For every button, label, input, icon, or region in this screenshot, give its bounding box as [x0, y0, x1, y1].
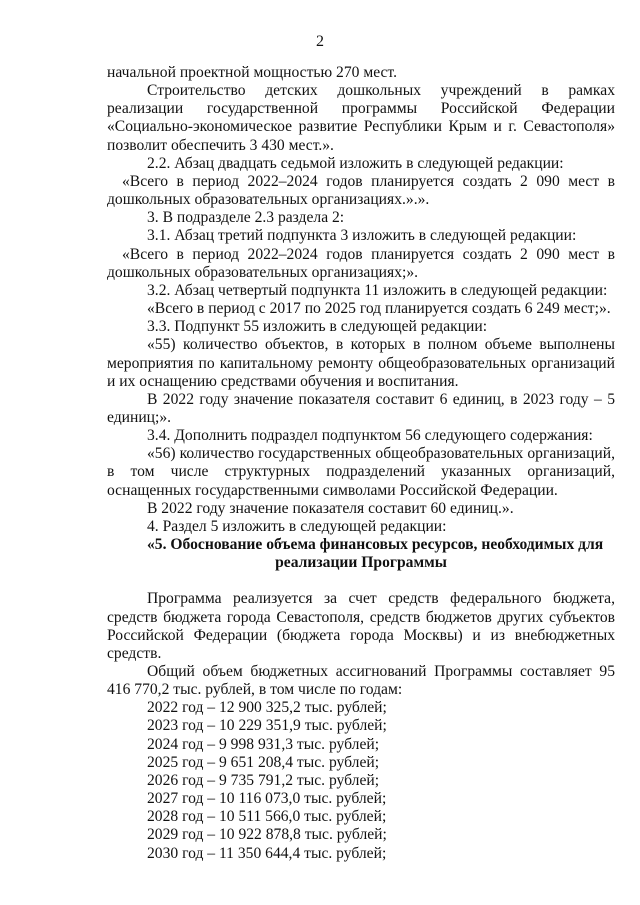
paragraph: Строительство детских дошкольных учреждений в рамках реализации государственной программы Российской Федерации «Социально-экономическое развитие Республики Крым и г. Севастополя» позволит обеспечить 3 430 мест.». [107, 82, 615, 154]
paragraph: «Всего в период 2022–2024 годов планируется создать 2 090 мест в дошкольных образовательных организациях.».». [107, 172, 615, 209]
funding-year-item: 2023 год – 10 229 351,9 тыс. рублей; [147, 717, 387, 735]
paragraph: 4. Раздел 5 изложить в следующей редакции: [147, 517, 447, 535]
paragraphs-after-heading [107, 590, 615, 699]
paragraph: 3.3. Подпункт 55 изложить в следующей редакции: [147, 318, 488, 336]
document-body [107, 64, 615, 863]
funding-year-item: 2030 год – 11 350 644,4 тыс. рублей; [147, 844, 387, 862]
paragraph: 3.4. Дополнить подраздел подпунктом 56 следующего содержания: [147, 427, 593, 445]
section-heading-line-2: реализации Программы [275, 554, 447, 572]
blank-line [107, 572, 615, 590]
paragraph: «55) количество объектов, в которых в полном объеме выполнены мероприятия по капитальному ремонту общеобразовательных организаций и их оснащению средствами обучения и воспитания. [107, 336, 615, 390]
paragraph: Программа реализуется за счет средств федерального бюджета, средств бюджета города Севастополя, средств бюджетов других субъектов Российской Федерации (бюджета города Москвы) и из внебюджетных средств. [107, 590, 615, 662]
page-number: 2 [316, 33, 324, 50]
paragraph: Общий объем бюджетных ассигнований Программы составляет 95 416 770,2 тыс. рублей, в том числе по годам: [107, 663, 615, 699]
paragraphs-before-heading [107, 64, 615, 536]
funding-year-item: 2029 год – 10 922 878,8 тыс. рублей; [147, 826, 387, 844]
funding-by-year-list [107, 699, 615, 862]
funding-year-item: 2024 год – 9 998 931,3 тыс. рублей; [147, 735, 380, 753]
paragraph: В 2022 году значение показателя составит 60 единиц.». [147, 499, 514, 517]
paragraph: «56) количество государственных общеобразовательных организаций, в том числе структурных подразделений указанных организаций, оснащенных государственными символами Российской Федерации. [107, 445, 615, 499]
paragraph: «Всего в период с 2017 по 2025 год планируется создать 6 249 мест;». [147, 300, 611, 318]
paragraph: В 2022 году значение показателя составит 6 единиц, в 2023 году – 5 единиц;». [107, 390, 615, 426]
paragraph: 3. В подразделе 2.3 раздела 2: [147, 209, 345, 227]
funding-year-item: 2022 год – 12 900 325,2 тыс. рублей; [147, 699, 387, 717]
paragraph: начальной проектной мощностью 270 мест. [107, 64, 397, 81]
funding-year-item: 2025 год – 9 651 208,4 тыс. рублей; [147, 753, 380, 771]
paragraph: 3.2. Абзац четвертый подпункта 11 изложить в следующей редакции: [147, 281, 608, 299]
funding-year-item: 2027 год – 10 116 073,0 тыс. рублей; [147, 790, 387, 808]
paragraph: 2.2. Абзац двадцать седьмой изложить в следующей редакции: [147, 154, 564, 172]
section-heading-line-1: «5. Обоснование объема финансовых ресурсов, необходимых для [147, 536, 604, 554]
funding-year-item: 2026 год – 9 735 791,2 тыс. рублей; [147, 771, 380, 789]
paragraph: «Всего в период 2022–2024 годов планируется создать 2 090 мест в дошкольных образовательных организациях;». [107, 245, 615, 281]
paragraph: 3.1. Абзац третий подпункта 3 изложить в следующей редакции: [147, 227, 577, 245]
section-heading [107, 536, 615, 572]
funding-year-item: 2028 год – 10 511 566,0 тыс. рублей; [147, 808, 387, 826]
